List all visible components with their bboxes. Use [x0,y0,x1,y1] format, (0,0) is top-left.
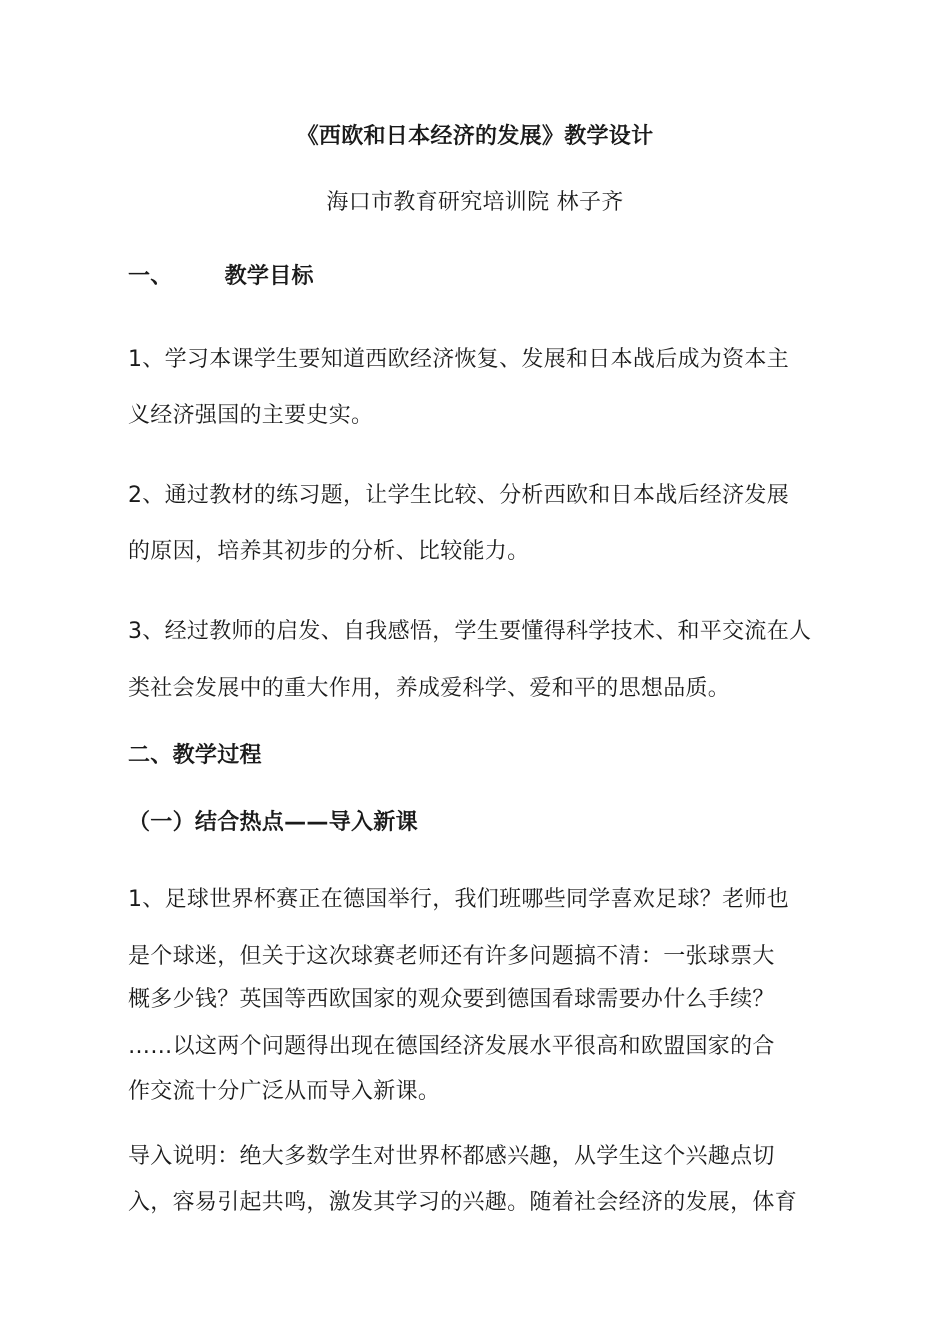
section-number: 一、 [128,264,173,289]
intro-note-line-2: 入，容易引起共鸣，激发其学习的兴趣。随着社会经济的发展，体育 [128,1190,798,1215]
document-title: 《西欧和日本经济的发展》教学设计 [296,124,654,149]
intro-paragraph-line-4: ……以这两个问题得出现在德国经济发展水平很高和欧盟国家的合 [128,1034,775,1059]
section-heading-objectives [128,262,828,292]
goal-1-line-2: 义经济强国的主要史实。 [128,403,374,428]
intro-note-line-1: 导入说明：绝大多数学生对世界杯都感兴趣，从学生这个兴趣点切 [128,1144,775,1169]
goal-3-line-2: 类社会发展中的重大作用，养成爱科学、爱和平的思想品质。 [128,676,731,701]
document-author: 海口市教育研究培训院 林子齐 [326,190,624,215]
subsection-heading-intro: （一）结合热点——导入新课 [128,810,418,835]
section-title: 教学目标 [224,264,314,289]
intro-paragraph-line-2: 是个球迷，但关于这次球赛老师还有许多问题搞不清：一张球票大 [128,944,775,969]
section-heading-process: 二、教学过程 [128,743,262,768]
intro-paragraph-line-5: 作交流十分广泛从而导入新课。 [128,1079,441,1104]
intro-paragraph-line-3: 概多少钱？英国等西欧国家的观众要到德国看球需要办什么手续？ [128,987,775,1012]
goal-3-line-1: 3、经过教师的启发、自我感悟，学生要懂得科学技术、和平交流在人 [128,619,812,644]
goal-2-line-2: 的原因，培养其初步的分析、比较能力。 [128,539,530,564]
goal-2-line-1: 2、通过教材的练习题，让学生比较、分析西欧和日本战后经济发展 [128,483,789,508]
goal-1-line-1: 1、学习本课学生要知道西欧经济恢复、发展和日本战后成为资本主 [128,347,789,372]
intro-paragraph-line-1: 1、足球世界杯赛正在德国举行，我们班哪些同学喜欢足球？老师也 [128,887,789,912]
